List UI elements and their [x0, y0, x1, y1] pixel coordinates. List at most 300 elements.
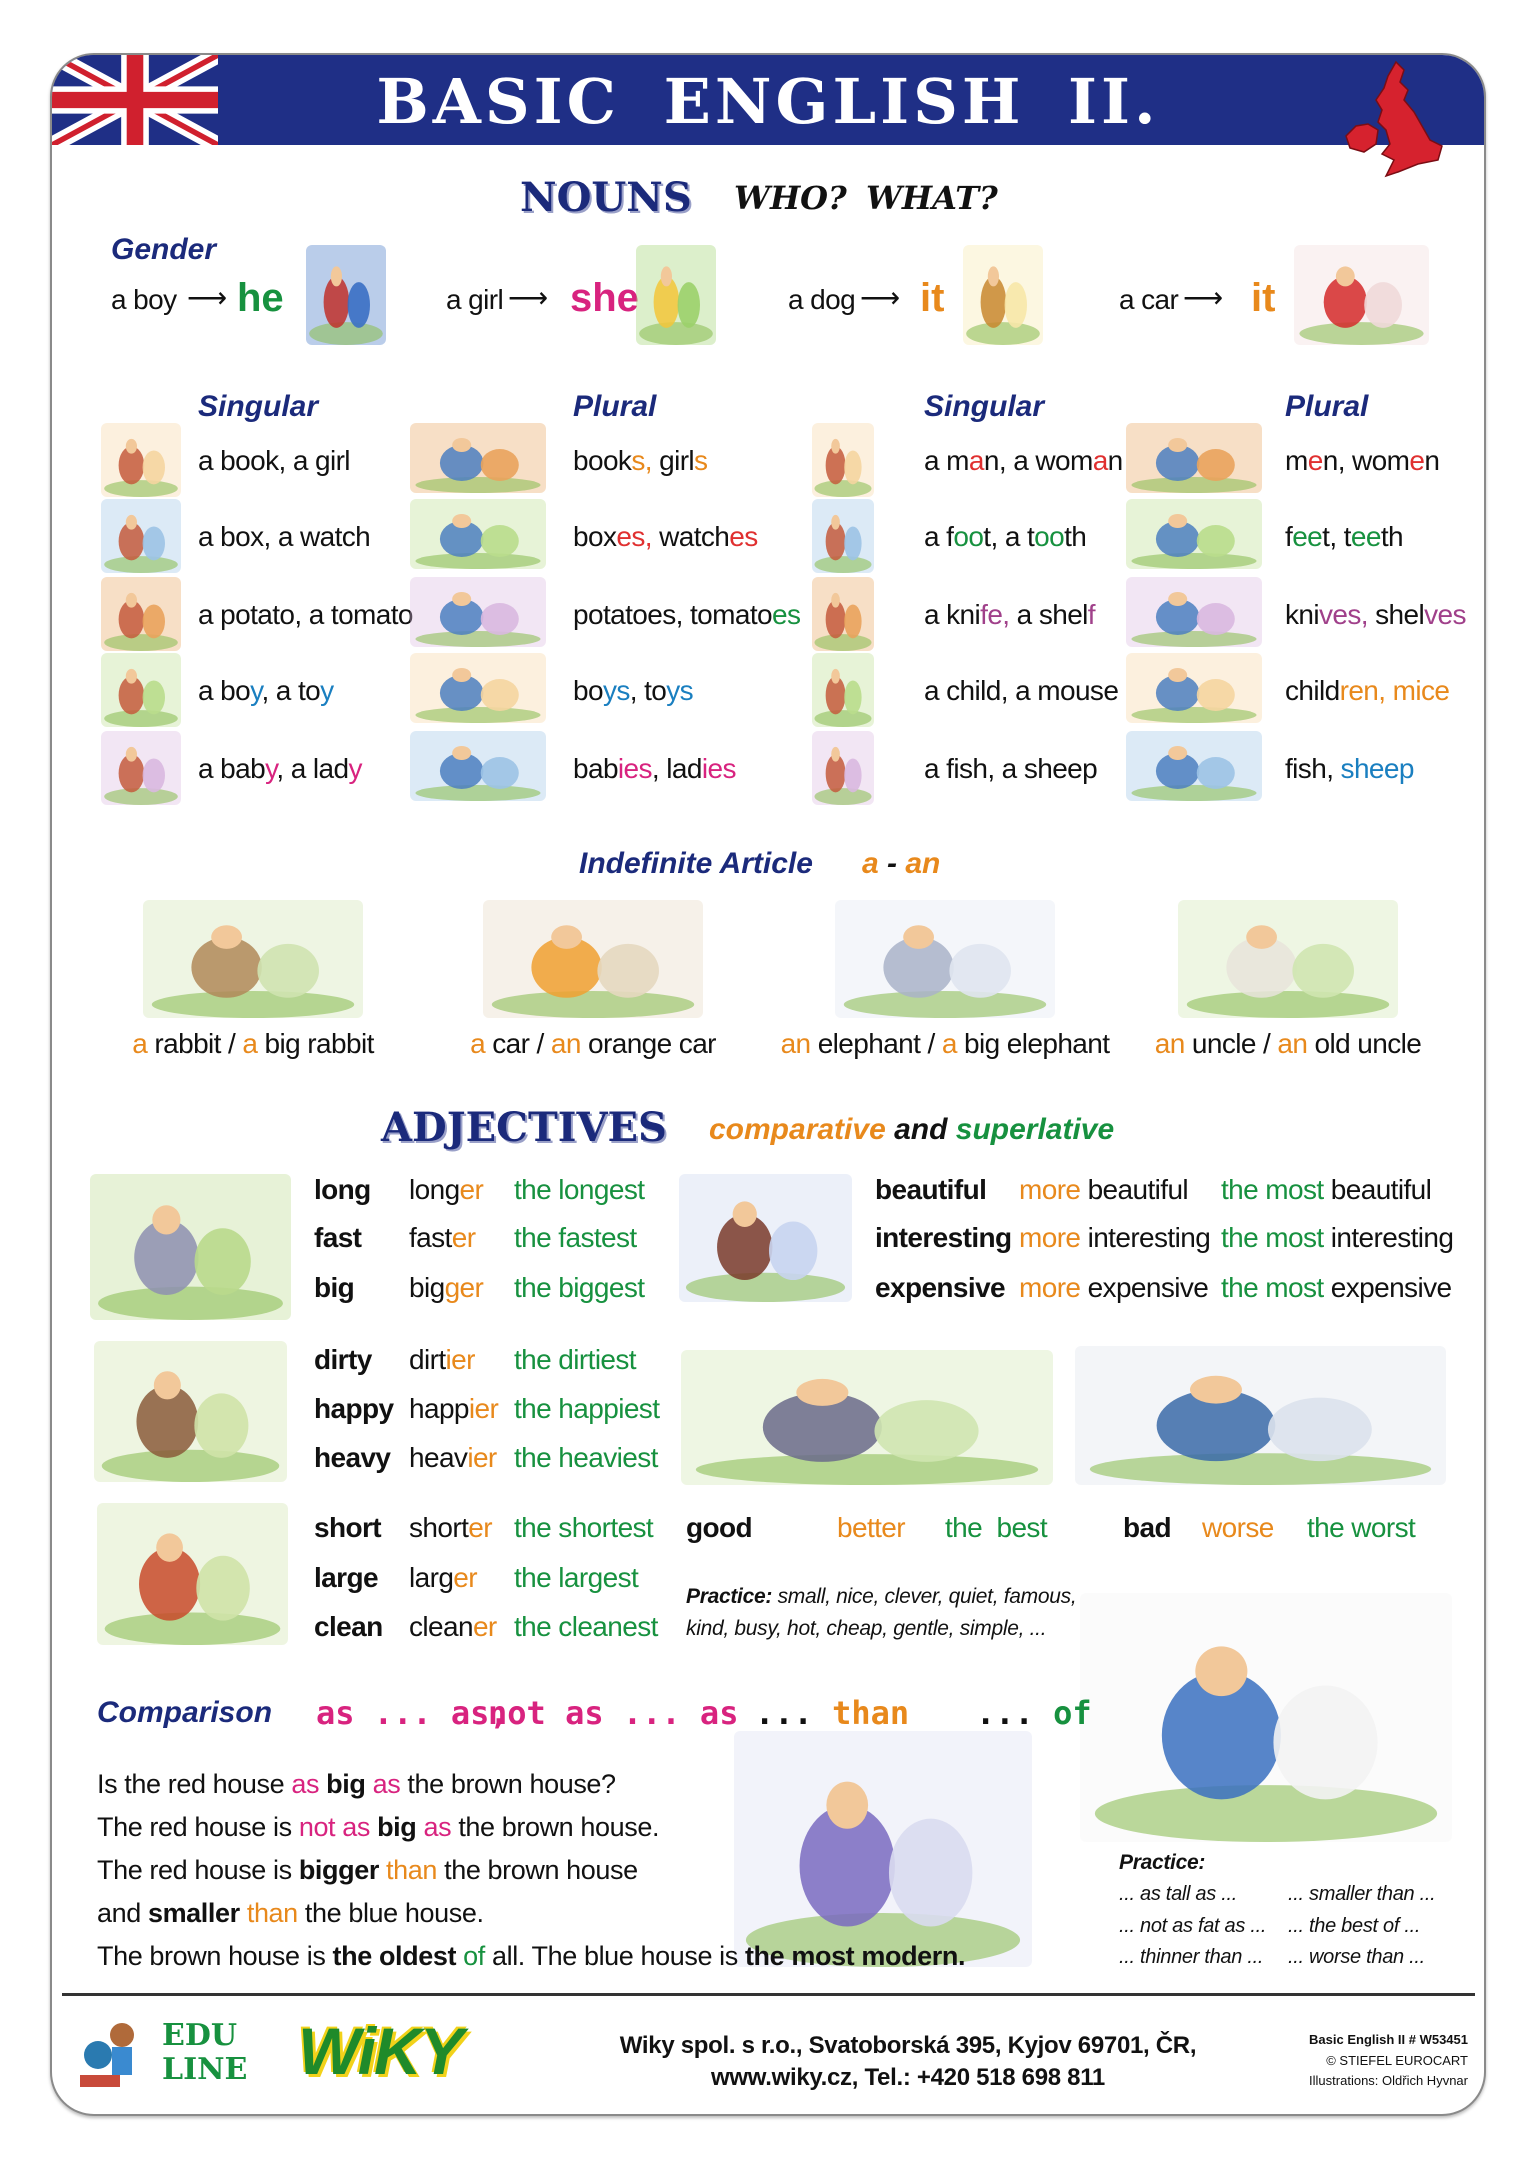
text-segment: the long [514, 1174, 609, 1205]
arrow-icon: ⟶ [508, 282, 549, 313]
text-segment: an [1154, 1028, 1185, 1059]
text-segment: iest [616, 1442, 658, 1473]
text-segment: a kni [924, 599, 981, 630]
text-segment: a [862, 847, 879, 880]
text-segment: car / [485, 1028, 551, 1059]
text-segment: old uncle [1307, 1028, 1422, 1059]
text-segment: the clean [514, 1611, 623, 1642]
houses-illustration [734, 1731, 1032, 1967]
footer-illustrations: Illustrations: Oldřich Hyvnar [1309, 2073, 1468, 2088]
text-segment: beautiful [1080, 1174, 1189, 1205]
comparative-form [1019, 1176, 1188, 1204]
text-segment: n [1424, 445, 1440, 476]
plural-illustration [1126, 577, 1262, 647]
text-segment: er [459, 1174, 484, 1205]
article-forms [862, 849, 940, 879]
elephant-illustration [835, 900, 1055, 1018]
singular-noun [198, 601, 413, 629]
text-segment: a [941, 1028, 957, 1059]
text-segment: y [265, 753, 277, 784]
plural-noun [573, 601, 800, 629]
text-segment: ... [976, 1694, 1054, 1732]
orange-car-illustration [483, 900, 703, 1018]
text-segment [240, 1898, 247, 1928]
superlative-form [1221, 1274, 1451, 1302]
singular-noun [924, 447, 1123, 475]
text-segment: uncle / [1184, 1028, 1278, 1059]
text-segment: larg [409, 1562, 454, 1593]
text-segment: er [453, 1562, 477, 1593]
text-segment: a box, a watch [198, 521, 371, 552]
plural-illustration [410, 577, 546, 647]
text-segment: a f [924, 521, 954, 552]
arrow-icon: ⟶ [187, 282, 228, 313]
gender-noun: a girl [446, 284, 504, 315]
nouns-title: NOUNS [520, 174, 692, 221]
practice-phrase: ... worse than ... [1288, 1946, 1425, 1968]
adjective-base: large [314, 1562, 378, 1593]
singular-noun [924, 601, 1095, 629]
singular-illustration [101, 731, 181, 805]
text-segment: th [1064, 521, 1087, 552]
singular-noun [924, 677, 1118, 705]
article-title-text: Indefinite Article [579, 847, 813, 880]
text-segment: the blue house. [297, 1898, 484, 1928]
text-segment: , a to [261, 675, 321, 706]
text-segment: ys [602, 675, 630, 706]
singular-illustration [812, 499, 874, 573]
pronoun: it [1251, 276, 1276, 320]
comparison-sentence [97, 1857, 638, 1884]
text-segment: a bab [198, 753, 266, 784]
singular-illustration [812, 423, 874, 497]
text-segment: smaller [147, 1898, 240, 1928]
comparison-form [316, 1694, 509, 1732]
superlative-form [514, 1564, 638, 1592]
text-segment: as [423, 1812, 452, 1842]
text-segment: s, [631, 445, 652, 476]
text-segment: a [470, 1028, 486, 1059]
superlative-form [514, 1613, 658, 1641]
text-segment: book [573, 445, 632, 476]
text-segment: interesting [1080, 1222, 1211, 1253]
adjective-base: heavy [314, 1442, 391, 1473]
text-segment: f [1285, 521, 1293, 552]
comparative-form [409, 1514, 492, 1542]
footer-copyright: © STIEFEL EUROCART [1326, 2053, 1468, 2068]
text-segment: kni [1285, 599, 1319, 630]
superlative-form: the best [945, 1512, 1048, 1543]
article-example [470, 1030, 716, 1058]
car-illustration [1294, 245, 1429, 345]
text-segment: iest [594, 1344, 636, 1375]
singular-illustration [101, 499, 181, 573]
adjective-base: good [686, 1512, 753, 1543]
text-segment: n, wom [1322, 445, 1410, 476]
comparative-form: worse [1202, 1512, 1274, 1543]
text-segment: bigger [298, 1855, 379, 1885]
adjective-base: happy [314, 1393, 394, 1424]
adjective-base: short [314, 1512, 382, 1543]
comparison-sentence [97, 1900, 484, 1927]
adjective-base: big [314, 1272, 355, 1303]
text-segment: ren, [1339, 675, 1386, 706]
text-segment: es [771, 599, 801, 630]
text-segment: the larg [514, 1562, 603, 1593]
adjective-base: dirty [314, 1344, 372, 1375]
text-segment: a [132, 1028, 148, 1059]
text-segment [365, 1769, 372, 1799]
text-segment: , lad [651, 753, 702, 784]
comparison-sentence [97, 1771, 616, 1798]
text-segment: , [1326, 753, 1341, 784]
text-segment: expensive [1080, 1272, 1209, 1303]
text-segment: - [878, 847, 906, 880]
text-segment: box [573, 521, 617, 552]
text-segment: superlative [955, 1113, 1115, 1146]
singular-noun [198, 523, 370, 551]
text-segment: a potato, a tomato [198, 599, 413, 630]
plural-illustration [410, 731, 546, 801]
comparison-form [488, 1694, 739, 1732]
practice-label: Practice: [686, 1585, 773, 1608]
plural-illustration [410, 423, 546, 493]
comparative-form [409, 1274, 483, 1302]
adjective-base: clean [314, 1611, 383, 1642]
text-segment: girl [651, 445, 695, 476]
text-segment: watch [651, 521, 730, 552]
text-segment: y [348, 753, 362, 784]
text-segment [1385, 675, 1392, 706]
text-segment: a [242, 1028, 258, 1059]
text-segment: an [1277, 1028, 1308, 1059]
plural-noun [1285, 677, 1449, 705]
text-segment: a fish, a sheep [924, 753, 1098, 784]
text-segment: rabbit / [147, 1028, 243, 1059]
text-segment: an [780, 1028, 811, 1059]
text-segment: Is the red house [97, 1769, 292, 1799]
text-segment: big [326, 1769, 366, 1799]
text-segment: y [250, 675, 262, 706]
article-example [781, 1030, 1110, 1058]
comparative-form [409, 1613, 497, 1641]
text-segment: the most [1221, 1272, 1324, 1303]
text-segment: n [1107, 445, 1123, 476]
text-segment: a [968, 445, 984, 476]
text-segment: and [97, 1898, 148, 1928]
text-segment: shel [1367, 599, 1425, 630]
text-segment: the most [1221, 1174, 1324, 1205]
text-segment: the happ [514, 1393, 619, 1424]
column-header-plural: Plural [573, 390, 657, 423]
footer-product-code: Basic English II # W53451 [1309, 2032, 1468, 2047]
text-segment: than [246, 1898, 298, 1928]
comparative-form [409, 1224, 475, 1252]
text-segment: ies [617, 753, 652, 784]
plural-illustration [410, 499, 546, 569]
arrow-icon: ⟶ [860, 282, 901, 313]
text-segment: as ... as, [316, 1694, 509, 1732]
text-segment: not as ... as [488, 1694, 739, 1732]
text-segment: , tomato [675, 599, 772, 630]
singular-illustration [101, 577, 181, 651]
text-segment: a [1092, 445, 1108, 476]
text-segment: the fast [514, 1222, 602, 1253]
text-segment: The red house is [97, 1855, 299, 1885]
text-segment: fe, [980, 599, 1010, 630]
text-segment: comparative [709, 1113, 886, 1146]
text-segment: an [905, 847, 941, 880]
text-segment: gest [593, 1272, 645, 1303]
plural-noun [1285, 523, 1403, 551]
adjective-base: fast [314, 1222, 362, 1253]
plural-illustration [410, 653, 546, 723]
comparative-form [1019, 1224, 1210, 1252]
text-segment: the brown house [437, 1855, 638, 1885]
singular-illustration [812, 577, 874, 651]
text-segment [379, 1855, 386, 1885]
plural-illustration [1126, 731, 1262, 801]
footer-address: Wiky spol. s r.o., Svatoborská 395, Kyjov 69701, ČR, [619, 2032, 1197, 2059]
superlative-form [1221, 1224, 1453, 1252]
dog-illustration [963, 245, 1043, 345]
comparison-sentence [97, 1943, 965, 1970]
plural-noun [573, 677, 693, 705]
comparison-practice-label: Practice: [1119, 1851, 1206, 1874]
text-segment: dirt [409, 1344, 446, 1375]
text-segment: ier [445, 1344, 475, 1375]
text-segment: es, [616, 521, 652, 552]
girls-cars-illustration [679, 1174, 852, 1302]
adjectives-practice-line1 [686, 1586, 1076, 1607]
hikers-illustration [97, 1503, 288, 1645]
text-segment: er [451, 1222, 476, 1253]
text-segment: a book, a girl [198, 445, 350, 476]
plural-noun [573, 447, 707, 475]
comparative-form: better [837, 1512, 905, 1543]
text-segment: big [409, 1272, 445, 1303]
page-title: BASIC ENGLISH II. [376, 65, 1160, 138]
text-segment: f [1087, 599, 1095, 630]
plural-illustration [1126, 499, 1262, 569]
singular-noun [924, 523, 1086, 551]
text-segment: ee [1292, 521, 1323, 552]
edu-line-logo [76, 2015, 263, 2091]
text-segment: more [1019, 1174, 1081, 1205]
text-segment: as [372, 1769, 401, 1799]
text-segment: s [694, 445, 708, 476]
text-segment: e [1307, 445, 1323, 476]
elephants-illustration [90, 1174, 291, 1320]
text-segment: oo [1034, 521, 1065, 552]
superlative-form [1221, 1176, 1431, 1204]
text-segment: ier [468, 1393, 499, 1424]
superlative-form [514, 1444, 658, 1472]
text-segment: , a lad [276, 753, 349, 784]
text-segment: est [608, 1174, 645, 1205]
text-segment: big elephant [956, 1028, 1110, 1059]
text-segment: the big [514, 1272, 594, 1303]
edu-line-text: EDU LINE [162, 2018, 248, 2087]
singular-noun [198, 677, 334, 705]
comparison-title: Comparison [97, 1696, 273, 1729]
comparison-sentence [97, 1814, 659, 1841]
text-segment: ves [1424, 599, 1466, 630]
text-segment: The red house is [97, 1812, 299, 1842]
text-segment: clean [409, 1611, 473, 1642]
text-segment: m [1285, 445, 1308, 476]
singular-illustration [812, 653, 874, 727]
text-segment: ys [666, 675, 694, 706]
singular-illustration [101, 423, 181, 497]
text-segment: The brown house is [97, 1941, 333, 1971]
text-segment: heav [409, 1442, 468, 1473]
text-segment: not as [298, 1812, 370, 1842]
boy-illustration [306, 245, 386, 345]
text-segment: than [386, 1855, 437, 1885]
article-example [1155, 1030, 1421, 1058]
comparative-form [409, 1564, 477, 1592]
arrow-icon: ⟶ [1183, 282, 1224, 313]
text-segment: , to [629, 675, 667, 706]
text-segment: beautiful [1323, 1174, 1432, 1205]
practice-phrase: ... the best of ... [1288, 1915, 1421, 1937]
superlative-form [514, 1346, 636, 1374]
indefinite-article-title [579, 849, 813, 879]
adjective-base: interesting [875, 1222, 1012, 1253]
text-segment: ier [467, 1442, 497, 1473]
text-segment: es [647, 599, 676, 630]
plural-illustration [1126, 653, 1262, 723]
text-segment: the oldest [332, 1941, 457, 1971]
text-segment: big [377, 1812, 417, 1842]
text-segment: than [832, 1694, 910, 1732]
text-segment: a child, a mouse [924, 675, 1119, 706]
cyclists-illustration [681, 1350, 1053, 1485]
comparison-form [755, 1694, 910, 1732]
text-segment: the brown house. [451, 1812, 660, 1842]
text-segment: ies [701, 753, 736, 784]
superlative-form [514, 1514, 653, 1542]
plural-noun [1285, 601, 1466, 629]
text-segment: ves, [1319, 599, 1368, 630]
adjective-base: long [314, 1174, 371, 1205]
text-segment: mice [1392, 675, 1450, 706]
text-segment: the most [1221, 1222, 1324, 1253]
superlative-form [514, 1274, 644, 1302]
text-segment: of [1053, 1694, 1092, 1732]
adjectives-practice-line2: kind, busy, hot, cheap, gentle, simple, ... [686, 1617, 1047, 1640]
practice-phrase: ... smaller than ... [1288, 1883, 1436, 1905]
text-segment: est [617, 1512, 654, 1543]
text-segment: elephant / [810, 1028, 942, 1059]
comparative-form [1019, 1274, 1208, 1302]
practice-words: small, nice, clever, quiet, famous, [772, 1585, 1077, 1608]
adjectives-subtitle [709, 1115, 1114, 1145]
text-segment: all. The blue house is [484, 1941, 745, 1971]
gender-noun: a dog [788, 284, 856, 315]
text-segment: iest [618, 1393, 660, 1424]
text-segment: expensive [1323, 1272, 1452, 1303]
singular-illustration [101, 653, 181, 727]
text-segment: er [468, 1512, 492, 1543]
adjective-base: beautiful [875, 1174, 987, 1205]
uncle-illustration [1178, 900, 1398, 1018]
text-segment: child [1285, 675, 1340, 706]
text-segment [416, 1812, 423, 1842]
bicycles-illustration [1075, 1346, 1446, 1485]
comparative-form [409, 1444, 497, 1472]
pronoun: she [570, 276, 639, 320]
superlative-form: the worst [1307, 1512, 1416, 1543]
text-segment: of [463, 1941, 485, 1971]
adjective-base: expensive [875, 1272, 1006, 1303]
practice-phrase: ... as tall as ... [1119, 1883, 1237, 1905]
text-segment: a shel [1009, 599, 1088, 630]
text-segment: e [1409, 445, 1425, 476]
superlative-form [514, 1395, 659, 1423]
text-segment: t, t [1322, 521, 1351, 552]
text-segment: the dirt [514, 1344, 595, 1375]
gender-noun: a boy [111, 284, 177, 315]
column-header-singular: Singular [198, 390, 319, 423]
practice-phrase: ... not as fat as ... [1119, 1915, 1267, 1937]
text-segment: fish [1285, 753, 1327, 784]
gender-label: Gender [111, 233, 217, 266]
singular-illustration [812, 731, 874, 805]
text-segment: y [320, 675, 334, 706]
text-segment: ee [1350, 521, 1381, 552]
girl-illustration [636, 245, 716, 345]
text-segment: an [550, 1028, 581, 1059]
superlative-form [514, 1176, 644, 1204]
text-segment: est [602, 1562, 639, 1593]
plural-noun [573, 755, 736, 783]
text-segment: happ [409, 1393, 469, 1424]
superlative-form [514, 1224, 637, 1252]
text-segment: n, a wom [983, 445, 1093, 476]
text-segment: more [1019, 1222, 1081, 1253]
footer-divider [62, 1993, 1475, 1996]
text-segment: fast [409, 1222, 452, 1253]
text-segment: est [622, 1611, 658, 1642]
singular-noun [198, 755, 362, 783]
text-segment: short [409, 1512, 469, 1543]
footer-contact: www.wiky.cz, Tel.: +420 518 698 811 [711, 2064, 1105, 2091]
text-segment: big rabbit [257, 1028, 374, 1059]
article-example [132, 1030, 374, 1058]
text-segment: bo [573, 675, 603, 706]
text-segment: ... [755, 1694, 833, 1732]
text-segment: more [1019, 1272, 1081, 1303]
text-segment: the most modern. [744, 1941, 966, 1971]
practice-phrase: ... thinner than ... [1119, 1946, 1264, 1968]
text-segment: bab [573, 753, 618, 784]
wiky-logo: WiKY [298, 2014, 462, 2088]
uk-map-icon [1338, 60, 1448, 178]
comparative-form [409, 1346, 475, 1374]
text-segment: interesting [1323, 1222, 1454, 1253]
comparison-form [976, 1694, 1092, 1732]
plural-noun [1285, 755, 1414, 783]
column-header-plural: Plural [1285, 390, 1369, 423]
text-segment: oo [953, 521, 984, 552]
text-segment: est [601, 1222, 637, 1253]
text-segment: the short [514, 1512, 618, 1543]
text-segment: as [291, 1769, 320, 1799]
pronoun: he [237, 276, 284, 320]
clowns-illustration [1080, 1593, 1452, 1842]
